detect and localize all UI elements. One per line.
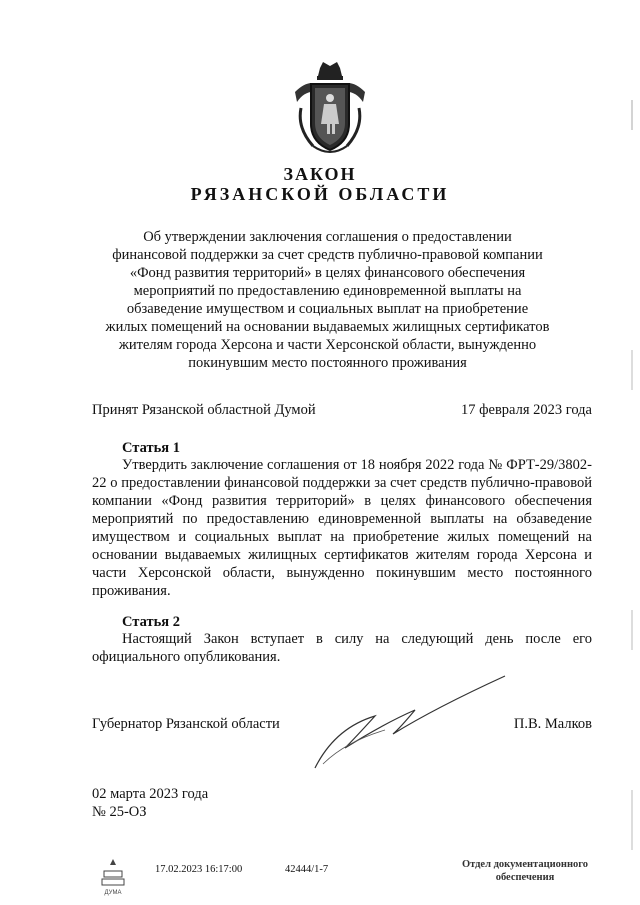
document-title-line2: РЯЗАНСКОЙ ОБЛАСТИ [190, 184, 450, 204]
signer-name: П.В. Малков [513, 716, 592, 732]
adoption-label: Принят Рязанской областной Думой [92, 402, 316, 418]
article1-heading: Статья 1 [122, 440, 180, 456]
department-line1: Отдел документационного [461, 859, 589, 870]
article1-text: Утвердить заключение соглашения от 18 ноября 2022 года № ФРТ-29/3802-22 о предоставлении финансовой поддержки за счет средств публично-правовой компании «Фонд развития территорий» в целях финансового обеспечения мероприятий по предоставлению единовременной выплаты на обзаведение имуществом и социальных выплат на приобретение жилых помещений на основании выдаваемых жилищных сертификатов жителям города Херсона и части Херсонской области, вынужденно покинувшим место постоянного проживания. [92, 457, 592, 599]
svg-text:ДУМА: ДУМА [104, 890, 122, 896]
adoption-line [92, 402, 592, 419]
duma-logo-icon [98, 857, 128, 897]
footer-doc-code: 42444/1-7 [285, 864, 329, 875]
footer-timestamp: 17.02.2023 16:17:00 [155, 864, 243, 875]
article2-heading: Статья 2 [122, 614, 180, 630]
coat-of-arms-emblem [287, 62, 373, 160]
issue-number: № 25-ОЗ [92, 804, 147, 820]
signature-line [92, 716, 592, 733]
issue-date: 02 марта 2023 года [92, 786, 209, 802]
scan-edge-marks [628, 90, 636, 870]
adoption-date: 17 февраля 2023 года [460, 402, 592, 418]
department-stamp [440, 858, 610, 884]
document-title-line1: ЗАКОН [283, 164, 357, 184]
signer-position: Губернатор Рязанской области [92, 716, 280, 732]
department-line2: обеспечения [495, 872, 555, 883]
article2-text: Настоящий Закон вступает в силу на следующий день после его официального опубликования. [92, 631, 592, 665]
law-subject: Об утверждении заключения соглашения о предоставлении финансовой поддержки за счет средств публично-правовой компании «Фонд развития территорий» в целях финансового обеспечения мероприятий по предоставлению единовременной выплаты на обзаведение имуществом и социальных выплат на приобретение жилых помещений на основании выдаваемых жилищных сертификатов жителям города Херсона и части Херсонской области, вынужденно покинувшим место постоянного проживания [105, 229, 550, 371]
